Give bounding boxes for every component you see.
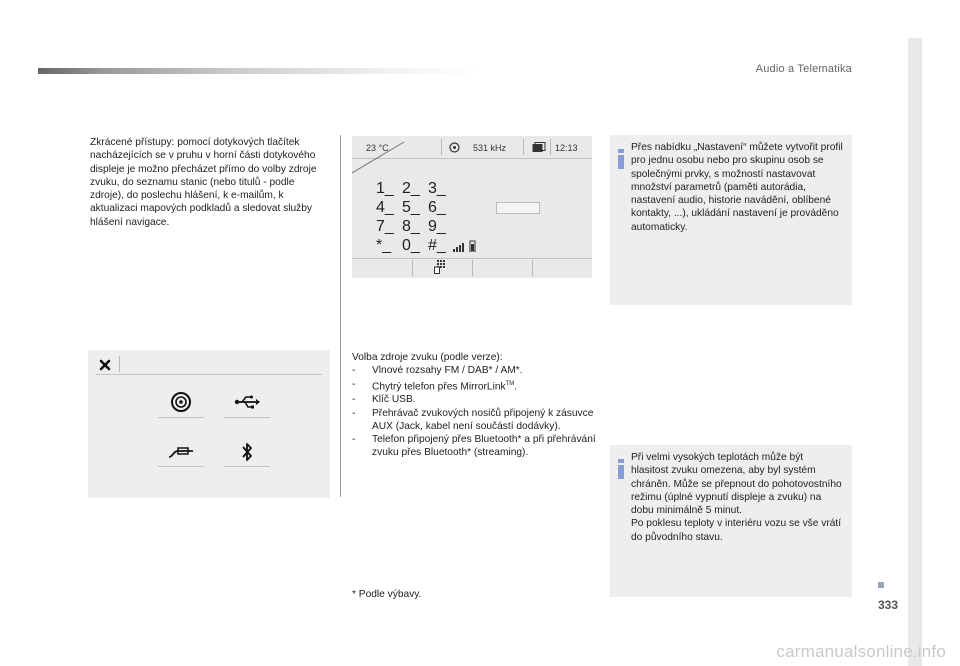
info-box-temperature <box>610 445 852 597</box>
frequency-readout: 531 kHz <box>473 143 507 153</box>
source-list <box>352 351 596 460</box>
status-separator <box>550 139 551 155</box>
info-icon <box>618 149 624 169</box>
source-selection-panel <box>88 350 330 498</box>
icon-underline <box>158 417 204 418</box>
info-icon <box>618 459 624 479</box>
icon-underline <box>158 466 204 467</box>
icon-underline <box>224 417 270 418</box>
list-item: - Telefon připojený přes Bluetooth* a při přehrávání zvuku přes Bluetooth* (streaming). <box>352 434 596 459</box>
info-paragraph: Při velmi vysokých teplotách může být hlasitost zvuku omezena, aby byl systém chráněn. Může se přepnout do pohotovostního režimu (úplné vypnutí displeje a zvuku) na dobu minimálně 5 minut. <box>631 452 842 517</box>
icon-underline <box>224 466 270 467</box>
usb-icon <box>234 395 260 409</box>
key-3[interactable]: 3_ <box>428 180 446 197</box>
page-edge-strip <box>908 38 922 666</box>
bottom-separator <box>532 260 533 276</box>
keypad-row <box>376 237 454 255</box>
trademark-mark: TM <box>505 380 515 387</box>
key-9[interactable]: 9_ <box>428 218 446 235</box>
column-divider <box>340 135 341 497</box>
status-separator <box>523 139 524 155</box>
list-item: - Chytrý telefon přes MirrorLink™. <box>352 378 518 392</box>
aux-jack-icon <box>168 444 194 460</box>
bluetooth-icon <box>241 442 253 462</box>
key-7[interactable]: 7_ <box>376 218 394 235</box>
info-text <box>631 451 843 544</box>
source-list-intro: Volba zdroje zvuku (podle verze): <box>352 352 503 363</box>
info-box-profiles <box>610 135 852 305</box>
bottom-separator <box>472 260 473 276</box>
info-paragraph: Po poklesu teploty v interiéru vozu se vše vrátí do původního stavu. <box>631 518 842 543</box>
intro-paragraph: Zkrácené přístupy: pomocí dotykových tlačítek nacházejících se v pruhu v horní části dotykového displeje je možno přecházet přímo do volby zdroje zvuku, do seznamu stanic (nebo titulů - podle zdroje), do poslechu hlášení, k e-mailům, k aktualizaci mapových podkladů a sledovat služby hlášení navigace. <box>90 137 317 228</box>
key-4[interactable]: 4_ <box>376 199 394 216</box>
key-1[interactable]: 1_ <box>376 180 394 197</box>
touchscreen-illustration <box>352 136 592 278</box>
keypad-row <box>376 218 454 236</box>
list-item: - Přehrávač zvukových nosičů připojený k zásuvce AUX (Jack, kabel není součástí dodávky). <box>352 407 594 432</box>
key-0[interactable]: 0_ <box>402 237 420 254</box>
section-title: Audio a Telematika <box>755 63 852 75</box>
info-text: Přes nabídku „Nastavení“ můžete vytvořit profil pro jednu osobu nebo pro skupinu osob se společnými prvky, s možností nastavovat množství parametrů (paměti autorádia, nastavení audio, historie navádění, oblíbené kontakty, ...), ukládání nastavení je prováděno automaticky. <box>631 142 843 233</box>
callout-line <box>352 136 412 174</box>
list-item: - Vlnové rozsahy FM / DAB* / AM*. <box>352 365 523 377</box>
key-6[interactable]: 6_ <box>428 199 446 216</box>
header-gradient-bar <box>38 68 478 74</box>
close-icon[interactable] <box>98 358 112 372</box>
keypad-row <box>376 199 454 217</box>
key-8[interactable]: 8_ <box>402 218 420 235</box>
key-hash[interactable]: #_ <box>428 237 446 254</box>
panel-separator <box>119 356 120 372</box>
temperature-readout: 23 °C <box>366 143 389 153</box>
page-number: 333 <box>878 598 899 612</box>
aux-source-button[interactable] <box>159 430 203 474</box>
message-icon <box>532 142 546 153</box>
list-item: - Klíč USB. <box>352 394 416 406</box>
key-2[interactable]: 2_ <box>402 180 420 197</box>
display-field <box>496 202 540 214</box>
key-5[interactable]: 5_ <box>402 199 420 216</box>
clock-readout: 12:13 <box>555 143 578 153</box>
signal-battery-icon <box>453 240 479 252</box>
status-separator <box>441 139 442 155</box>
bluetooth-source-button[interactable] <box>225 430 269 474</box>
radio-small-icon <box>449 142 460 153</box>
footnote: * Podle výbavy. <box>352 589 422 600</box>
watermark: carmanualsonline.info <box>776 642 946 661</box>
radio-icon <box>170 391 192 413</box>
panel-header-line <box>96 374 322 375</box>
bottom-bar-line <box>352 258 592 259</box>
bottom-separator <box>412 260 413 276</box>
keypad-row <box>376 180 454 198</box>
page-marker <box>878 582 884 588</box>
key-star[interactable]: *_ <box>376 237 392 254</box>
keypad-phone-icon[interactable] <box>434 260 446 274</box>
